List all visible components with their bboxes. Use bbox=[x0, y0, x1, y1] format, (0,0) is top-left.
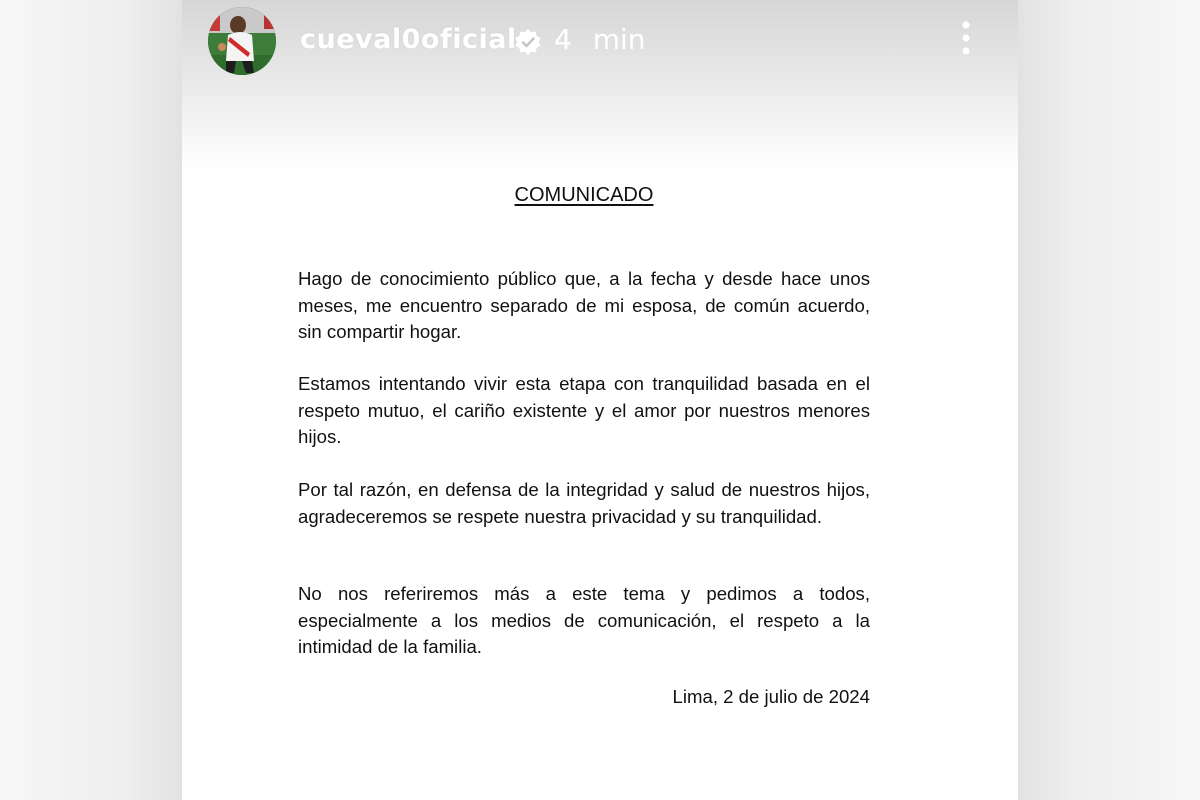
document-date: Lima, 2 de julio de 2024 bbox=[672, 686, 870, 707]
left-blurred-area bbox=[0, 0, 182, 800]
paragraph-3: Por tal razón, en defensa de la integridad y salud de nuestros hijos, agradeceremos se respete nuestra privacidad y su tranquilidad. bbox=[298, 479, 870, 527]
story-header bbox=[182, 0, 1018, 90]
story-viewer[interactable] bbox=[182, 0, 1018, 800]
more-vertical-icon bbox=[954, 18, 978, 60]
username[interactable]: cueval0oficial bbox=[300, 24, 517, 55]
more-options-button[interactable] bbox=[954, 18, 978, 60]
right-blurred-area bbox=[1018, 0, 1200, 800]
paragraph-1: Hago de conocimiento público que, a la fecha y desde hace unos meses, me encuentro separado de mi esposa, de común acuerdo, sin compartir hogar. bbox=[298, 268, 870, 342]
avatar[interactable] bbox=[208, 7, 276, 75]
paragraph-2: Estamos intentando vivir esta etapa con tranquilidad basada en el respeto mutuo, el cariño existente y el amor por nuestros menores hijos. bbox=[298, 373, 870, 447]
avatar-photo bbox=[208, 7, 276, 75]
verified-badge-icon bbox=[514, 28, 542, 56]
document-title: COMUNICADO bbox=[514, 184, 654, 206]
post-time: 4 min bbox=[554, 23, 646, 56]
paragraph-4: No nos referiremos más a este tema y pedimos a todos, especialmente a los medios de comunicación, el respeto a la intimidad de la familia. bbox=[298, 583, 870, 657]
